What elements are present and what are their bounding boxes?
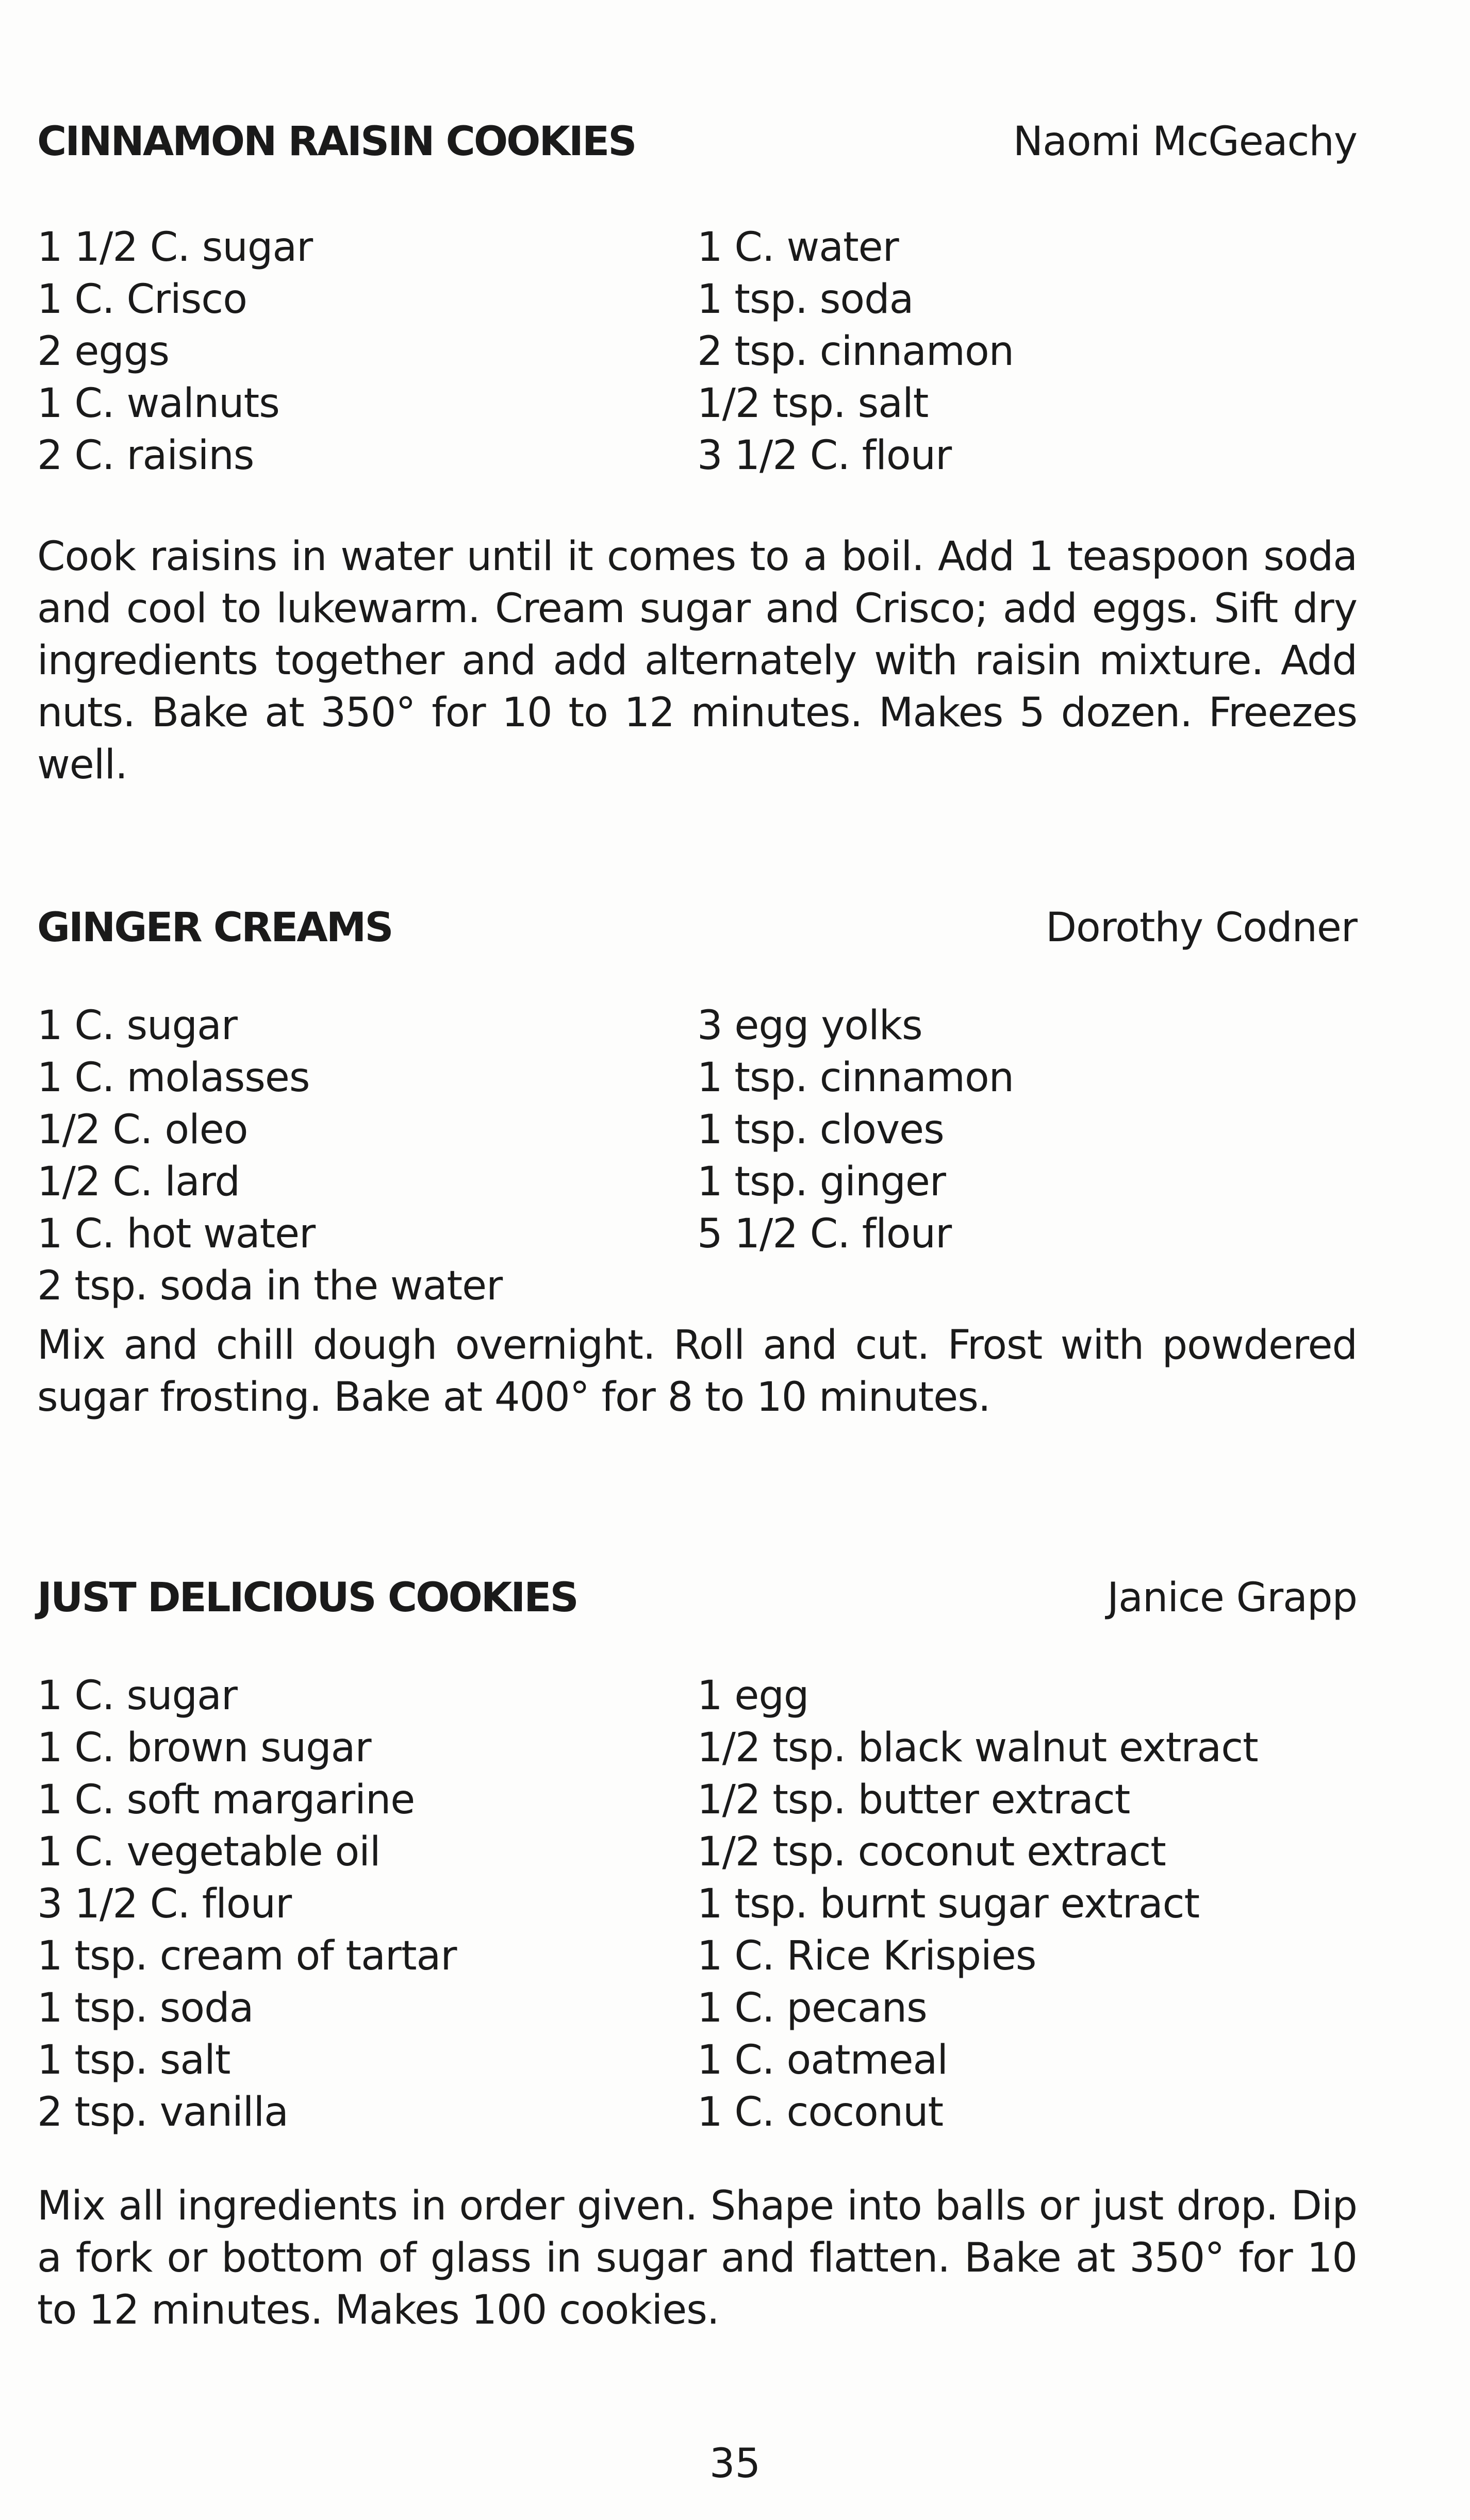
ingredient: 5 1/2 C. flour [697,1211,952,1257]
ingredient: 1/2 tsp. salt [697,380,929,427]
ingredients-left-column [37,222,312,482]
recipe-ginger-creams [37,899,1357,1421]
ingredient: 3 egg yolks [697,1003,922,1049]
page-number: 35 [709,2441,761,2487]
ingredients-left-column [37,1000,502,1312]
ingredients-right-column [697,222,1014,482]
ingredient: 2 tsp. vanilla [37,2089,288,2135]
recipe-instructions: Mix and chill dough overnight. Roll and cut. Frost with powdered sugar frosting. Bake at 400° for 8 to 10 minutes. [37,1322,1357,1421]
ingredient: 1 C. hot water [37,1211,316,1257]
ingredient: 1 tsp. cloves [697,1107,944,1153]
ingredient: 1 C. oatmeal [697,2037,948,2083]
ingredient: 1 tsp. cream of tartar [37,1933,457,1979]
ingredients-list [37,1000,1357,1314]
recipe-header [37,899,1357,961]
ingredient: 1 tsp. salt [37,2037,230,2083]
recipe-author: Janice Grapp [1107,1575,1357,1621]
ingredient: 1 tsp. soda [37,1985,254,2031]
ingredient: 2 tsp. cinnamon [697,328,1014,375]
ingredient: 1/2 tsp. black walnut extract [697,1725,1258,1771]
recipe-author: Dorothy Codner [1045,905,1357,951]
ingredient: 1 C. brown sugar [37,1725,371,1771]
ingredient: 1 1/2 C. sugar [37,224,313,271]
ingredient: 1 tsp. ginger [697,1159,946,1205]
ingredient: 2 eggs [37,328,170,375]
ingredient: 1 C. sugar [37,1003,237,1049]
ingredient: 1 C. sugar [37,1673,237,1719]
ingredients-right-column [697,1670,1258,2139]
ingredient: 1 tsp. cinnamon [697,1055,1014,1101]
recipe-header [37,113,1357,175]
recipe-title: CINNAMON RAISIN COOKIES [37,119,636,165]
ingredient: 1 C. vegetable oil [37,1829,381,1875]
recipe-instructions: Mix all ingredients in order given. Shape into balls or just drop. Dip a fork or bottom of glass in sugar and flatten. Bake at 350° for 10 to 12 minutes. Makes 100 cookies. [37,2183,1357,2333]
ingredient: 1/2 tsp. butter extract [697,1777,1130,1823]
ingredient: 1/2 C. lard [37,1159,240,1205]
ingredient: 1/2 tsp. coconut extract [697,1829,1166,1875]
ingredient: 1 C. soft margarine [37,1777,415,1823]
ingredient: 2 C. raisins [37,432,254,479]
recipe-header [37,1570,1357,1631]
ingredient: 1 C. water [697,224,899,271]
ingredient: 1 C. Crisco [37,276,247,323]
ingredient: 1 egg [697,1673,809,1719]
recipe-instructions: Cook raisins in water until it comes to a boil. Add 1 teaspoon soda and cool to lukewarm. Cream sugar and Crisco; add eggs. Sift dry ingredients together and add alternately with raisin mixture. Add nuts. Bake at 350° for 10 to 12 minutes. Makes 5 dozen. Freezes well. [37,533,1357,788]
recipe-author: Naomi McGeachy [1013,119,1357,165]
ingredient: 1 C. Rice Krispies [697,1933,1036,1979]
ingredient: 1 tsp. burnt sugar extract [697,1881,1200,1927]
ingredient: 1 C. walnuts [37,380,279,427]
recipe-title: GINGER CREAMS [37,905,392,951]
ingredients-right-column [697,1000,1014,1260]
ingredient: 1 C. pecans [697,1985,927,2031]
ingredient: 1/2 C. oleo [37,1107,248,1153]
ingredients-left-column [37,1670,456,2139]
ingredients-list [37,222,1357,485]
recipe-title: JUST DELICIOUS COOKIES [37,1575,577,1621]
ingredient: 3 1/2 C. flour [37,1881,292,1927]
ingredient: 1 tsp. soda [697,276,914,323]
ingredient: 1 C. molasses [37,1055,310,1101]
ingredient: 3 1/2 C. flour [697,432,952,479]
ingredient: 2 tsp. soda in the water [37,1263,503,1309]
ingredient: 1 C. coconut [697,2089,944,2135]
ingredients-list [37,1670,1357,2139]
recipe-cinnamon-raisin-cookies [37,113,1357,788]
recipe-just-delicious-cookies [37,1570,1357,2333]
